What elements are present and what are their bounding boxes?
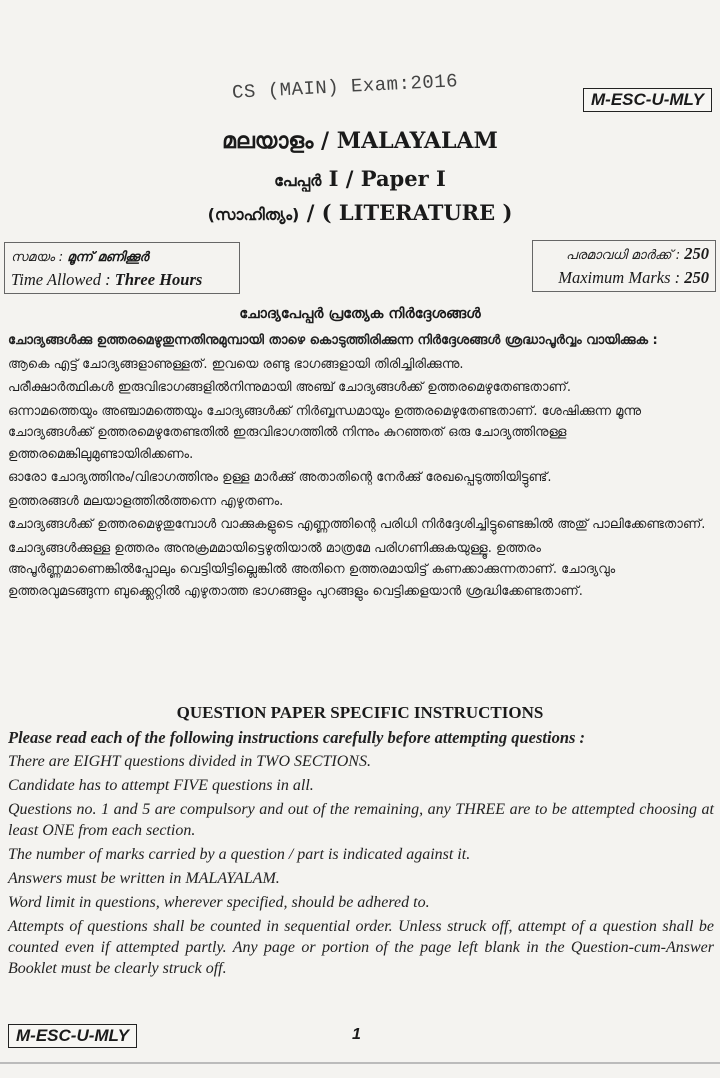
section-en: / ( LITERATURE ) [306, 200, 513, 225]
ml-instructions-heading: ചോദ്യപേപ്പർ പ്രത്യേക നിർദ്ദേശങ്ങൾ [239, 306, 481, 322]
subject-ml: മലയാളം [222, 128, 314, 154]
time-box [4, 242, 240, 294]
ml-instruction: പരീക്ഷാർത്ഥികൾ ഇരുവിഭാഗങ്ങളിൽനിന്നുമായി അഞ്ച് ചോദ്യങ്ങൾക്ക് ഉത്തരമെഴുതേണ്ടതാണ്. [8, 380, 572, 395]
en-instruction: Questions no. 1 and 5 are compulsory and out of the remaining, any THREE are to be attempted choosing at least ONE from each section. [8, 801, 714, 839]
marks-ml-value: 250 [684, 244, 709, 263]
marks-ml [539, 243, 709, 267]
paper-title [0, 166, 720, 191]
en-instructions-heading: QUESTION PAPER SPECIFIC INSTRUCTIONS [176, 703, 544, 722]
en-instruction: The number of marks carried by a question / part is indicated against it. [8, 846, 471, 863]
marks-box [532, 240, 716, 292]
ml-instruction: ചോദ്യങ്ങൾക്ക് ഉത്തരമെഴുതുമ്പോൾ വാക്കുകളുടെ എണ്ണത്തിന്റെ പരിധി നിർദ്ദേശിച്ചിട്ടുണ്ടെങ്കിൽ അതു് പാലിക്കേണ്ടതാണ്. [8, 517, 706, 532]
en-instruction: Attempts of questions shall be counted in sequential order. Unless struck off, attempt of a question shall be counted even if attempted partly. Any page or portion of the page left blank in the Question-cum-Answer Booklet must be clearly struck off. [8, 918, 714, 977]
subject-title [0, 128, 720, 154]
en-instruction: Word limit in questions, wherever specified, should be adhered to. [8, 894, 430, 911]
ml-instruction: ആകെ എട്ട് ചോദ്യങ്ങളാണുള്ളത്. ഇവയെ രണ്ടു ഭാഗങ്ങളായി തിരിച്ചിരിക്കുന്നു. [8, 356, 464, 372]
marks-ml-label: പരമാവധി മാർക്ക് : [566, 248, 681, 263]
en-instruction: There are EIGHT questions divided in TWO SECTIONS. [8, 753, 371, 770]
ml-instruction: ഉത്തരങ്ങൾ മലയാളത്തിൽത്തന്നെ എഴുതണം. [8, 493, 284, 509]
en-instruction: Candidate has to attempt FIVE questions in all. [8, 777, 314, 794]
subject-en: MALAYALAM [336, 128, 498, 154]
en-instructions [8, 727, 714, 982]
en-lead: Please read each of the following instructions carefully before attempting questions : [8, 728, 586, 747]
marks-en-label: Maximum Marks : [558, 268, 681, 287]
time-ml-value: മൂന്ന് മണിക്കൂർ [67, 250, 149, 265]
time-ml [11, 245, 233, 269]
paper-en: I / Paper I [328, 166, 446, 191]
ml-lead: ചോദ്യങ്ങൾക്കു ഉത്തരമെഴുതുന്നതിനുമുമ്പായി താഴെ കൊടുത്തിരിക്കുന്ന നിർദ്ദേശങ്ങൾ ശ്രദ്ധാപൂർവ്വം വായിക്കുക : [8, 333, 658, 348]
ml-instruction: ചോദ്യങ്ങൾക്കുള്ള ഉത്തരം അനുക്രമമായിട്ടെഴുതിയാൽ മാത്രമേ പരിഗണിക്കുകയുള്ളൂ. ഉത്തരം അപൂർണ്ണമാണെങ്കിൽപ്പോലും വെട്ടിയിട്ടില്ലെങ്കിൽ അതിനെ ഉത്തരമായിട്ട് കണക്കാക്കുന്നതാണ്. ചോദ്യവും ഉത്തരവുമടങ്ങുന്ന ബുക്ക്ലെറ്റിൽ എഴുതാത്ത ഭാഗങ്ങളും പുറങ്ങളും വെട്ടിക്കളയാൻ ശ്രദ്ധിക്കേണ്ടതാണ്. [8, 540, 616, 599]
ml-instructions [8, 330, 712, 604]
section-ml: (സാഹിത്യം) [207, 205, 300, 224]
ml-instruction: ഒന്നാമത്തെയും അഞ്ചാമത്തെയും ചോദ്യങ്ങൾക്ക് നിർബ്ബന്ധമായും ഉത്തരമെഴുതേണ്ടതാണ്. ശേഷിക്കുന്ന മൂന്നു ചോദ്യങ്ങൾക്ക് ഉത്തരമെഴുതേണ്ടതിൽ ഇരുവിഭാഗത്തിൽ നിന്നും കുറഞ്ഞത് ഒരു ചോദ്യത്തിനുള്ള ഉത്തരമെങ്കിലുമുണ്ടായിരിക്കണം. [8, 403, 642, 462]
marks-en-value: 250 [684, 268, 709, 287]
marks-en [539, 267, 709, 289]
paper-ml: പേപ്പർ [274, 171, 322, 190]
paper-code-top: M-ESC-U-MLY [583, 88, 712, 112]
time-ml-label: സമയം : [11, 250, 64, 265]
time-en-label: Time Allowed : [11, 270, 111, 289]
paper-code-footer: M-ESC-U-MLY [8, 1024, 137, 1048]
ml-instruction: ഓരോ ചോദ്യത്തിനും/വിഭാഗത്തിനും ഉള്ള മാർക്കു് അതാതിന്റെ നേർക്കു് രേഖപ്പെടുത്തിയിട്ടുണ്ട്. [8, 470, 552, 485]
time-en [11, 269, 233, 291]
section-title [0, 200, 720, 225]
time-en-value: Three Hours [114, 270, 203, 289]
bottom-divider [0, 1062, 720, 1064]
subject-separator: / [321, 128, 330, 154]
exam-stamp: CS (MAIN) Exam:2016 [231, 70, 459, 104]
page-number: 1 [352, 1026, 361, 1043]
en-instruction: Answers must be written in MALAYALAM. [8, 870, 280, 887]
